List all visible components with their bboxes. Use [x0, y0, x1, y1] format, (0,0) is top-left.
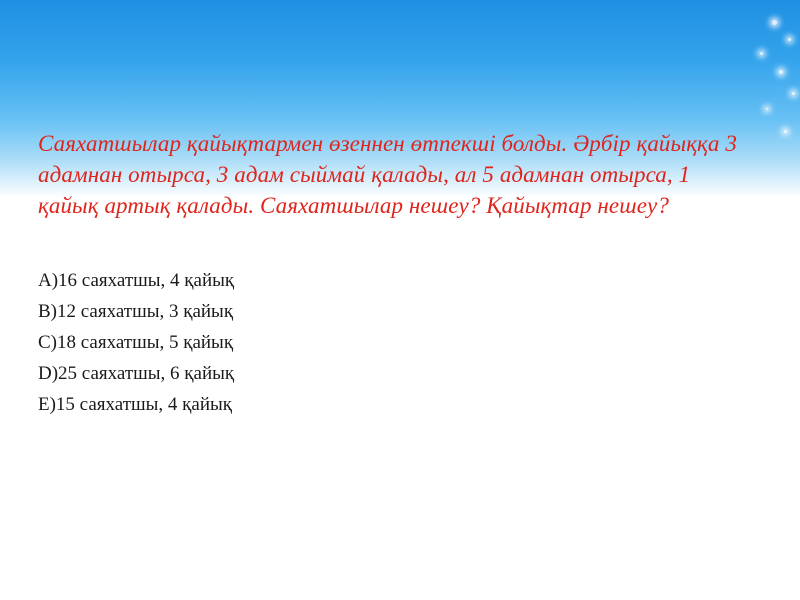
sparkle-decoration: [766, 108, 768, 110]
answer-options-list: [38, 265, 738, 420]
slide-content: [38, 128, 738, 420]
sparkle-decoration: [784, 130, 787, 133]
sparkle-decoration: [779, 70, 783, 74]
sparkle-decoration: [792, 92, 795, 95]
answer-option-d: D)25 саяхатшы, 6 қайық: [38, 363, 235, 384]
answer-option-c: C)18 саяхатшы, 5 қайық: [38, 332, 234, 353]
sparkle-decoration: [760, 52, 763, 55]
sparkle-decoration: [772, 20, 777, 25]
sparkle-decoration: [788, 38, 791, 41]
word-problem-text: Саяхатшылар қайықтармен өзеннен өтпекші болды. Әрбір қайыққа 3 адамнан отырса, 3 адам сыймай қалады, ал 5 адамнан отырса, 1 қайық артық қалады. Саяхатшылар нешеу? Қайықтар нешеу?: [38, 131, 737, 218]
answer-option-b: B)12 саяхатшы, 3 қайық: [38, 301, 234, 322]
answer-option-a: A)16 саяхатшы, 4 қайық: [38, 270, 235, 291]
answer-option-e: E)15 саяхатшы, 4 қайық: [38, 394, 232, 415]
